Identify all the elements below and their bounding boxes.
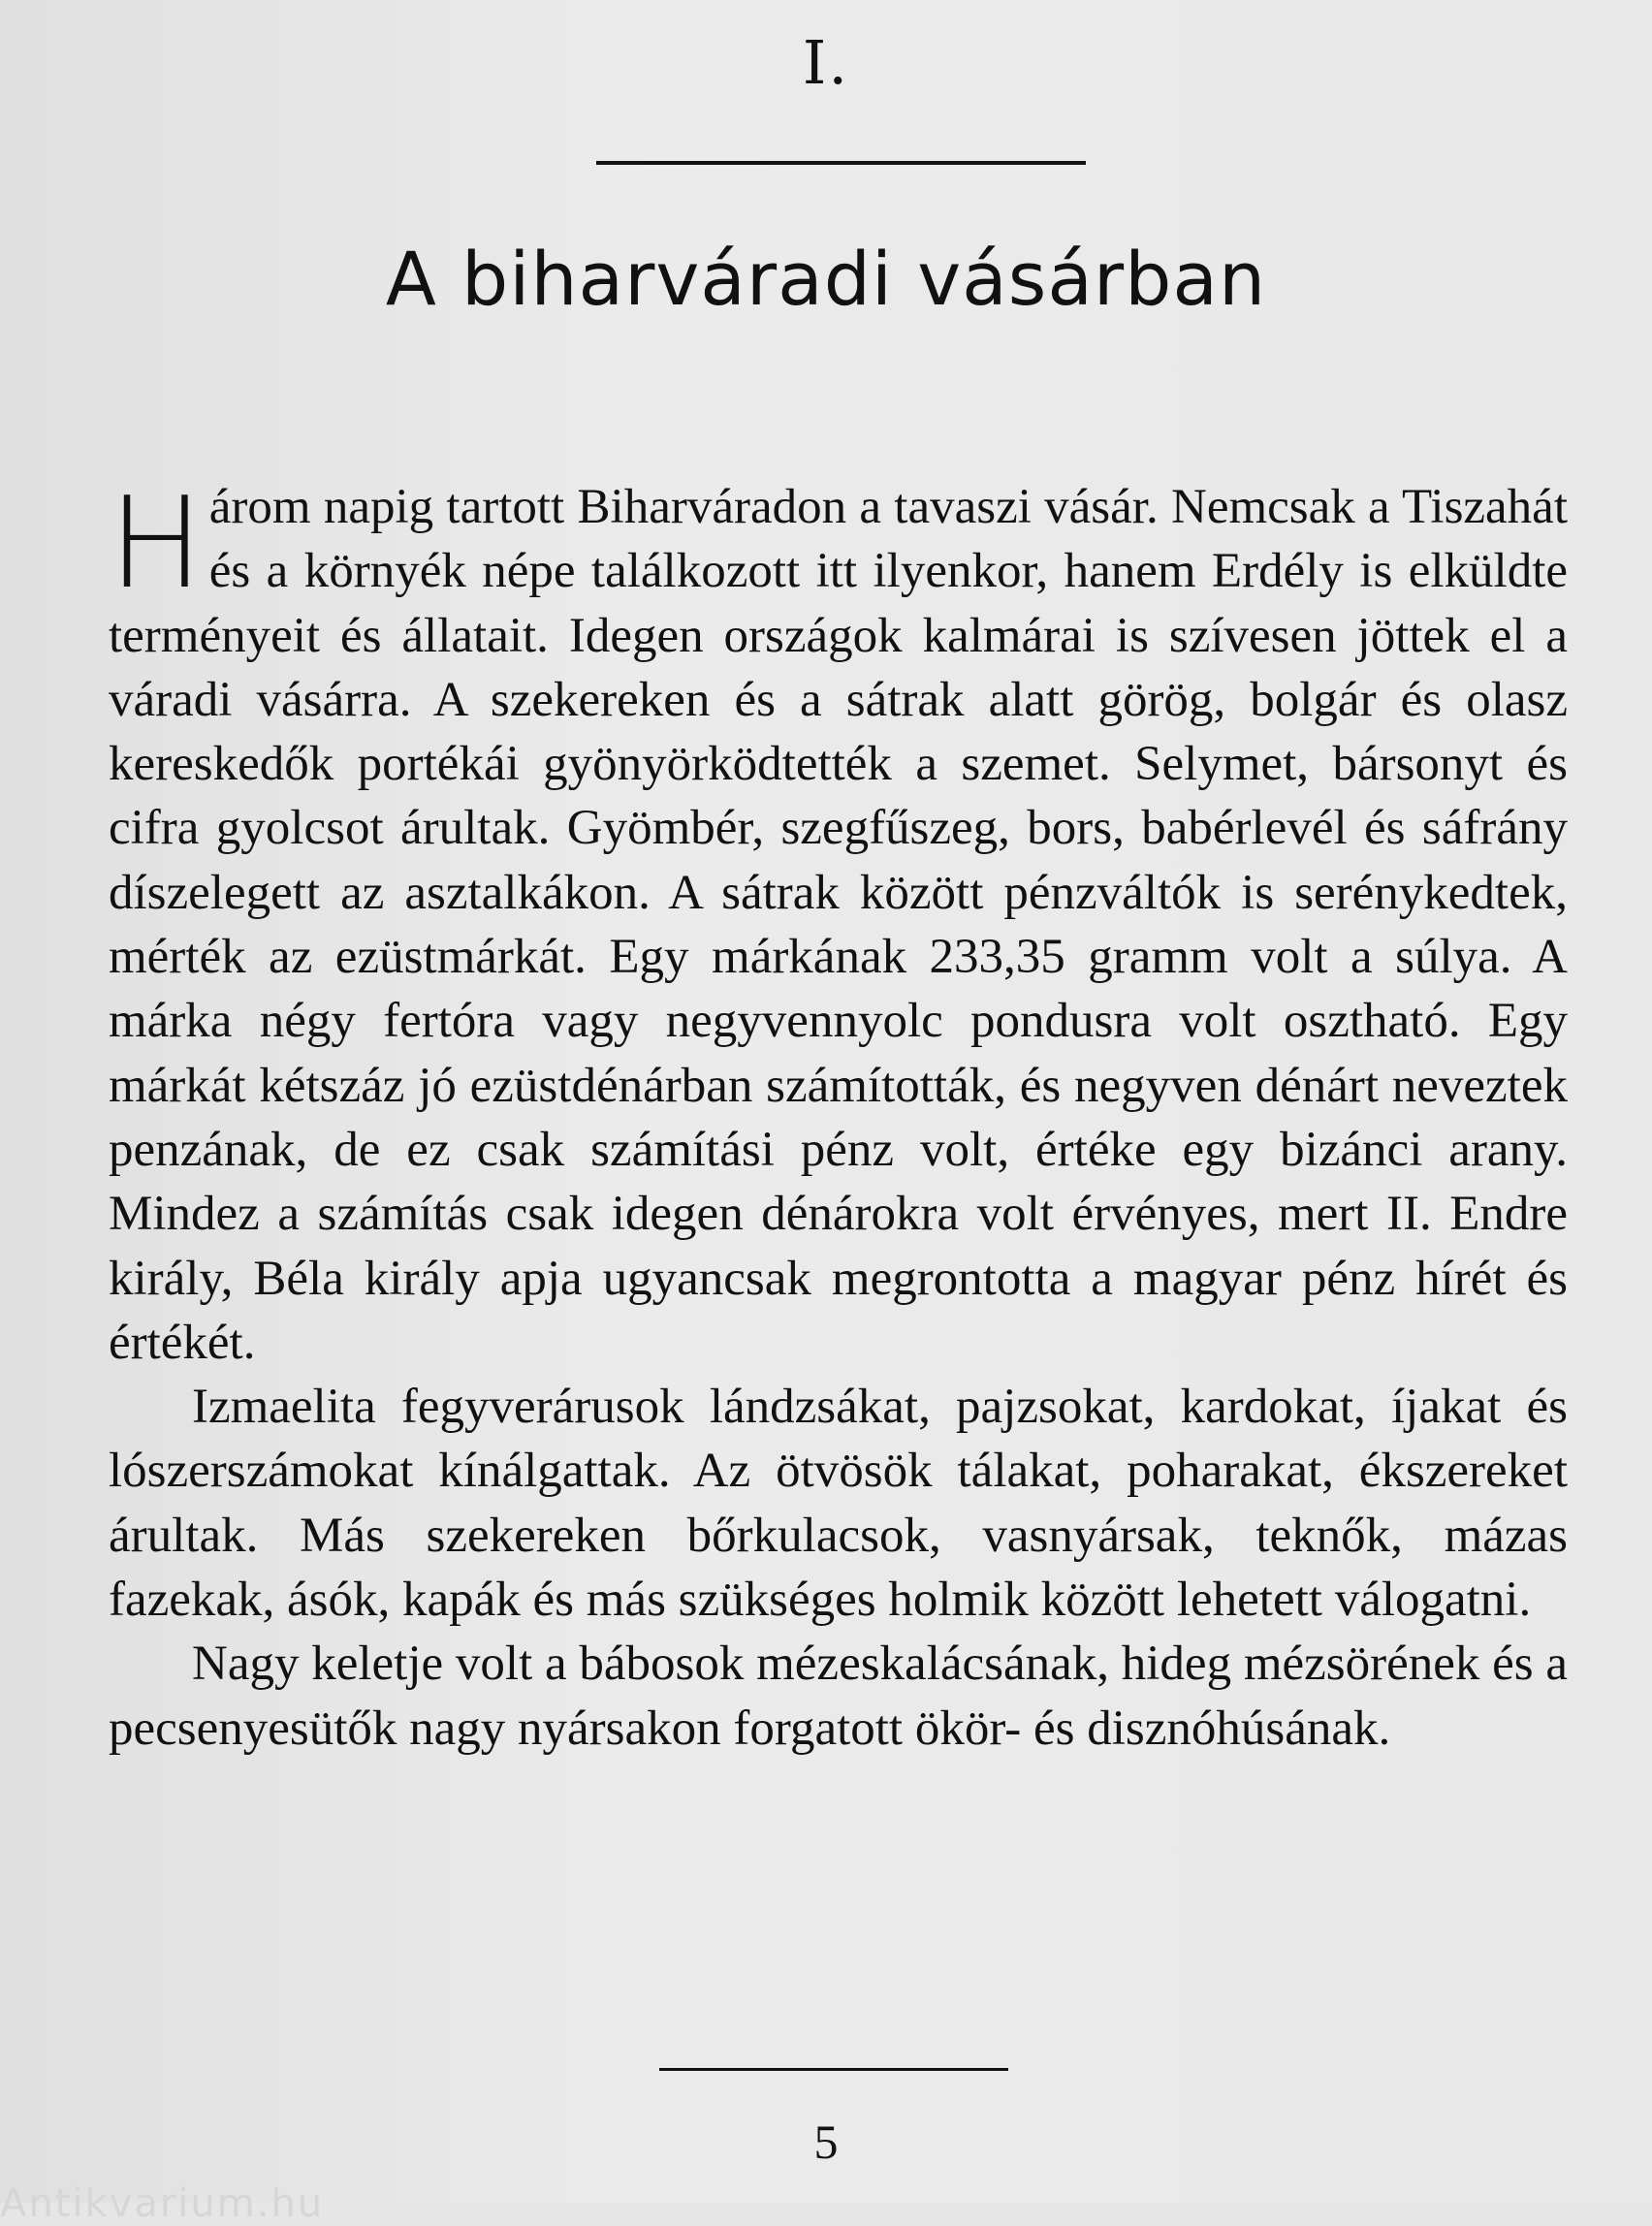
drop-cap: H: [109, 469, 204, 617]
footer-divider: [659, 2068, 1008, 2071]
watermark: Antikvarium.hu: [0, 2181, 325, 2226]
paragraph-1: [109, 469, 1568, 1375]
paragraph-3: Nagy keletje volt a bábosok mézeskalácsának, hideg mézsörének és a pecsenyesütők nagy nyársakon forgatott ökör- és disznóhúsának.: [109, 1637, 1568, 1756]
chapter-title: A biharváradi vásárban: [385, 236, 1267, 322]
paragraph-2: Izmaelita fegyverárusok lándzsákat, pajzsokat, kardokat, íjakat és lószerszámokat kínálgattak. Az ötvösök tálakat, poharakat, ékszereket árultak. Más szekereken bőrkulacsok, vasnyársak, teknők, mázas fazekak, ásók, kapák és más szükséges holmik között lehetett válogatni.: [109, 1380, 1568, 1628]
body-text: [109, 469, 1568, 1761]
chapter-number: I.: [802, 27, 850, 98]
paragraph-1-text: árom napig tartott Biharváradon a tavaszi vásár. Nemcsak a Tiszahát és a környék népe találkozott itt ilyenkor, hanem Erdély is elküldte terményeit és állatait. Idegen országok kalmárai is szívesen jöttek el a váradi vásárra. A szekereken és a sátrak alatt görög, bolgár és olasz kereskedők portékái gyönyörködtették a szemet. Selymet, bársonyt és cifra gyolcsot árultak. Gyömbér, szegfűszeg, bors, babérlevél és sáfrány díszelegett az asztalkákon. A sátrak között pénzváltók is serénykedtek, mérték az ezüstmárkát. Egy márkának 233,35 gramm volt a súlya. A márka négy fertóra vagy negyvennyolc pondusra volt osztható. Egy márkát kétszáz jó ezüstdénárban számították, és negyven dénárt neveztek penzának, de ez csak számítási pénz volt, értéke egy bizánci arany. Mindez a számítás csak idegen dénárokra volt érvényes, mert II. Endre király, Béla király apja ugyancsak megrontotta a magyar pénz hírét és értékét.: [109, 480, 1568, 1370]
title-divider: [596, 161, 1086, 165]
page-number: 5: [813, 2115, 839, 2169]
